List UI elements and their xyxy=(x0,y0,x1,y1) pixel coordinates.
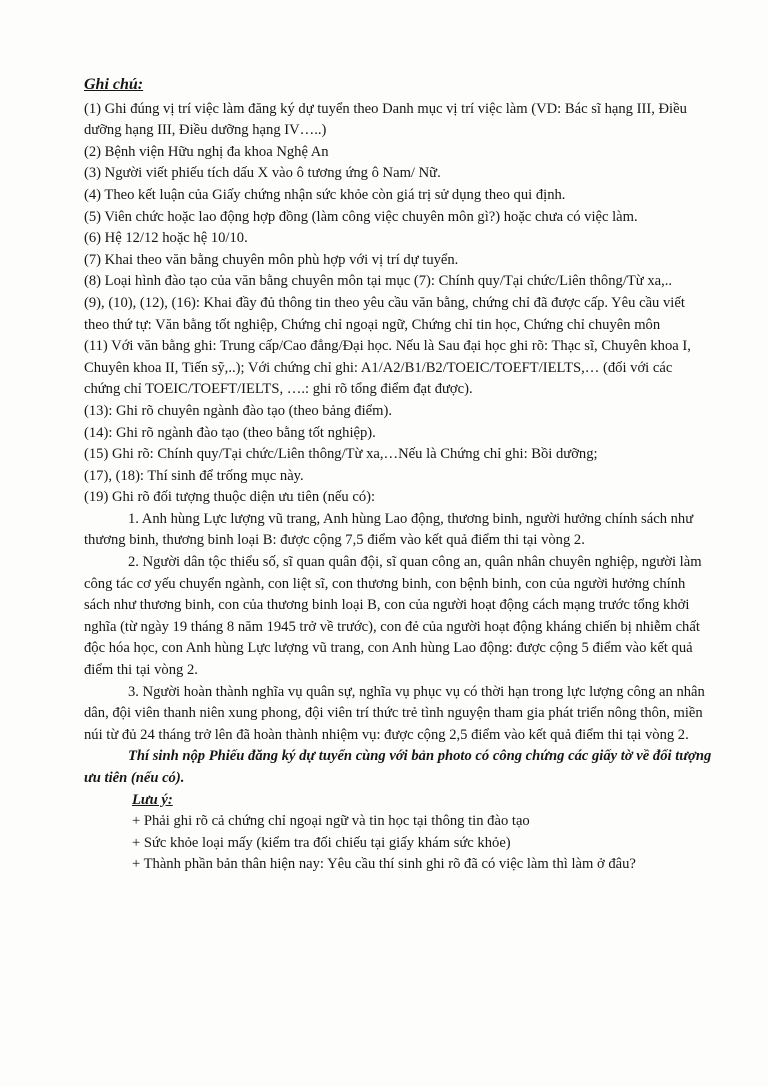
luu-y-item-2: + Sức khỏe loại mấy (kiểm tra đối chiếu tại giấy khám sức khỏe) xyxy=(132,834,511,851)
note-15: (15) Ghi rõ: Chính quy/Tại chức/Liên thông/Từ xa,…Nếu là Chứng chỉ ghi: Bồi dưỡng; xyxy=(84,446,598,463)
luu-y-item-3: + Thành phần bản thân hiện nay: Yêu cầu thí sinh ghi rõ đã có việc làm thì làm ở đâu? xyxy=(132,856,636,873)
priority-2: 2. Người dân tộc thiểu số, sĩ quan quân đội, sĩ quan công an, quân nhân chuyên nghiệp, người làm công tác cơ yếu chuyển ngành, con liệt sĩ, con thương binh, con bệnh binh, con của người hưởng chính sách như thương binh, con của thương binh loại B, con của người hoạt động cách mạng trước tổng khởi nghĩa (từ ngày 19 tháng 8 năm 1945 trở về trước), con đẻ của người hoạt động kháng chiến bị nhiễm chất độc hóa học, con Anh hùng Lực lượng vũ trang, con Anh hùng Lao động: được cộng 5 điểm vào kết quả điểm thi tại vòng 2. xyxy=(84,554,702,679)
luu-y-item-1: + Phải ghi rõ cả chứng chỉ ngoại ngữ và tin học tại thông tin đào tạo xyxy=(132,813,530,830)
notes-title: Ghi chú: xyxy=(84,76,144,93)
note-6: (6) Hệ 12/12 hoặc hệ 10/10. xyxy=(84,230,248,247)
priority-3: 3. Người hoàn thành nghĩa vụ quân sự, nghĩa vụ phục vụ có thời hạn trong lực lượng công an nhân dân, đội viên thanh niên xung phong, đội viên trí thức trẻ tình nguyện tham gia phát triển nông thôn, miền núi từ đủ 24 tháng trở lên đã hoàn thành nhiệm vụ: được cộng 2,5 điểm vào kết quả điểm thi tại vòng 2. xyxy=(84,683,705,743)
note-19: (19) Ghi rõ đối tượng thuộc diện ưu tiên (nếu có): xyxy=(84,489,376,506)
note-9-10-12-16: (9), (10), (12), (16): Khai đầy đủ thông tin theo yêu cầu văn bằng, chứng chỉ đã được cấp. Yêu cầu viết theo thứ tự: Văn bằng tốt nghiệp, Chứng chỉ ngoại ngữ, Chứng chỉ tin học, Chứng chỉ chuyên môn xyxy=(84,294,685,333)
note-3: (3) Người viết phiếu tích dấu X vào ô tương ứng ô Nam/ Nữ. xyxy=(84,165,441,182)
note-1: (1) Ghi đúng vị trí việc làm đăng ký dự tuyển theo Danh mục vị trí việc làm (VD: Bác sĩ hạng III, Điều dưỡng hạng III, Điều dưỡng hạng IV…..) xyxy=(84,100,687,139)
note-11: (11) Với văn bằng ghi: Trung cấp/Cao đẳng/Đại học. Nếu là Sau đại học ghi rõ: Thạc sĩ, Chuyên khoa I, Chuyên khoa II, Tiến sỹ,..); Với chứng chỉ ghi: A1/A2/B1/B2/TOEIC/TOEFT/IELTS,… (đối với các chứng chỉ TOEIC/TOEFT/IELTS, ….: ghi rõ tổng điểm đạt được). xyxy=(84,338,691,398)
note-13: (13): Ghi rõ chuyên ngành đào tạo (theo bảng điểm). xyxy=(84,402,393,419)
note-17-18: (17), (18): Thí sinh để trống mục này. xyxy=(84,467,304,484)
note-8: (8) Loại hình đào tạo của văn bằng chuyên môn tại mục (7): Chính quy/Tại chức/Liên thông/Từ xa,.. xyxy=(84,273,673,290)
note-7: (7) Khai theo văn bằng chuyên môn phù hợp với vị trí dự tuyển. xyxy=(84,251,459,268)
note-4: (4) Theo kết luận của Giấy chứng nhận sức khỏe còn giá trị sử dụng theo qui định. xyxy=(84,186,566,203)
priority-1: 1. Anh hùng Lực lượng vũ trang, Anh hùng Lao động, thương binh, người hưởng chính sách như thương binh, thương binh loại B: được cộng 7,5 điểm vào kết quả điểm thi tại vòng 2. xyxy=(84,510,694,549)
submission-note: Thí sinh nộp Phiếu đăng ký dự tuyển cùng với bản photo có công chứng các giấy tờ về đối tượng ưu tiên (nếu có). xyxy=(84,748,712,786)
note-5: (5) Viên chức hoặc lao động hợp đồng (làm công việc chuyên môn gì?) hoặc chưa có việc làm. xyxy=(84,208,638,225)
note-14: (14): Ghi rõ ngành đào tạo (theo bằng tốt nghiệp). xyxy=(84,424,376,441)
luu-y-title: Lưu ý: xyxy=(132,791,173,808)
note-2: (2) Bệnh viện Hữu nghị đa khoa Nghệ An xyxy=(84,143,329,160)
